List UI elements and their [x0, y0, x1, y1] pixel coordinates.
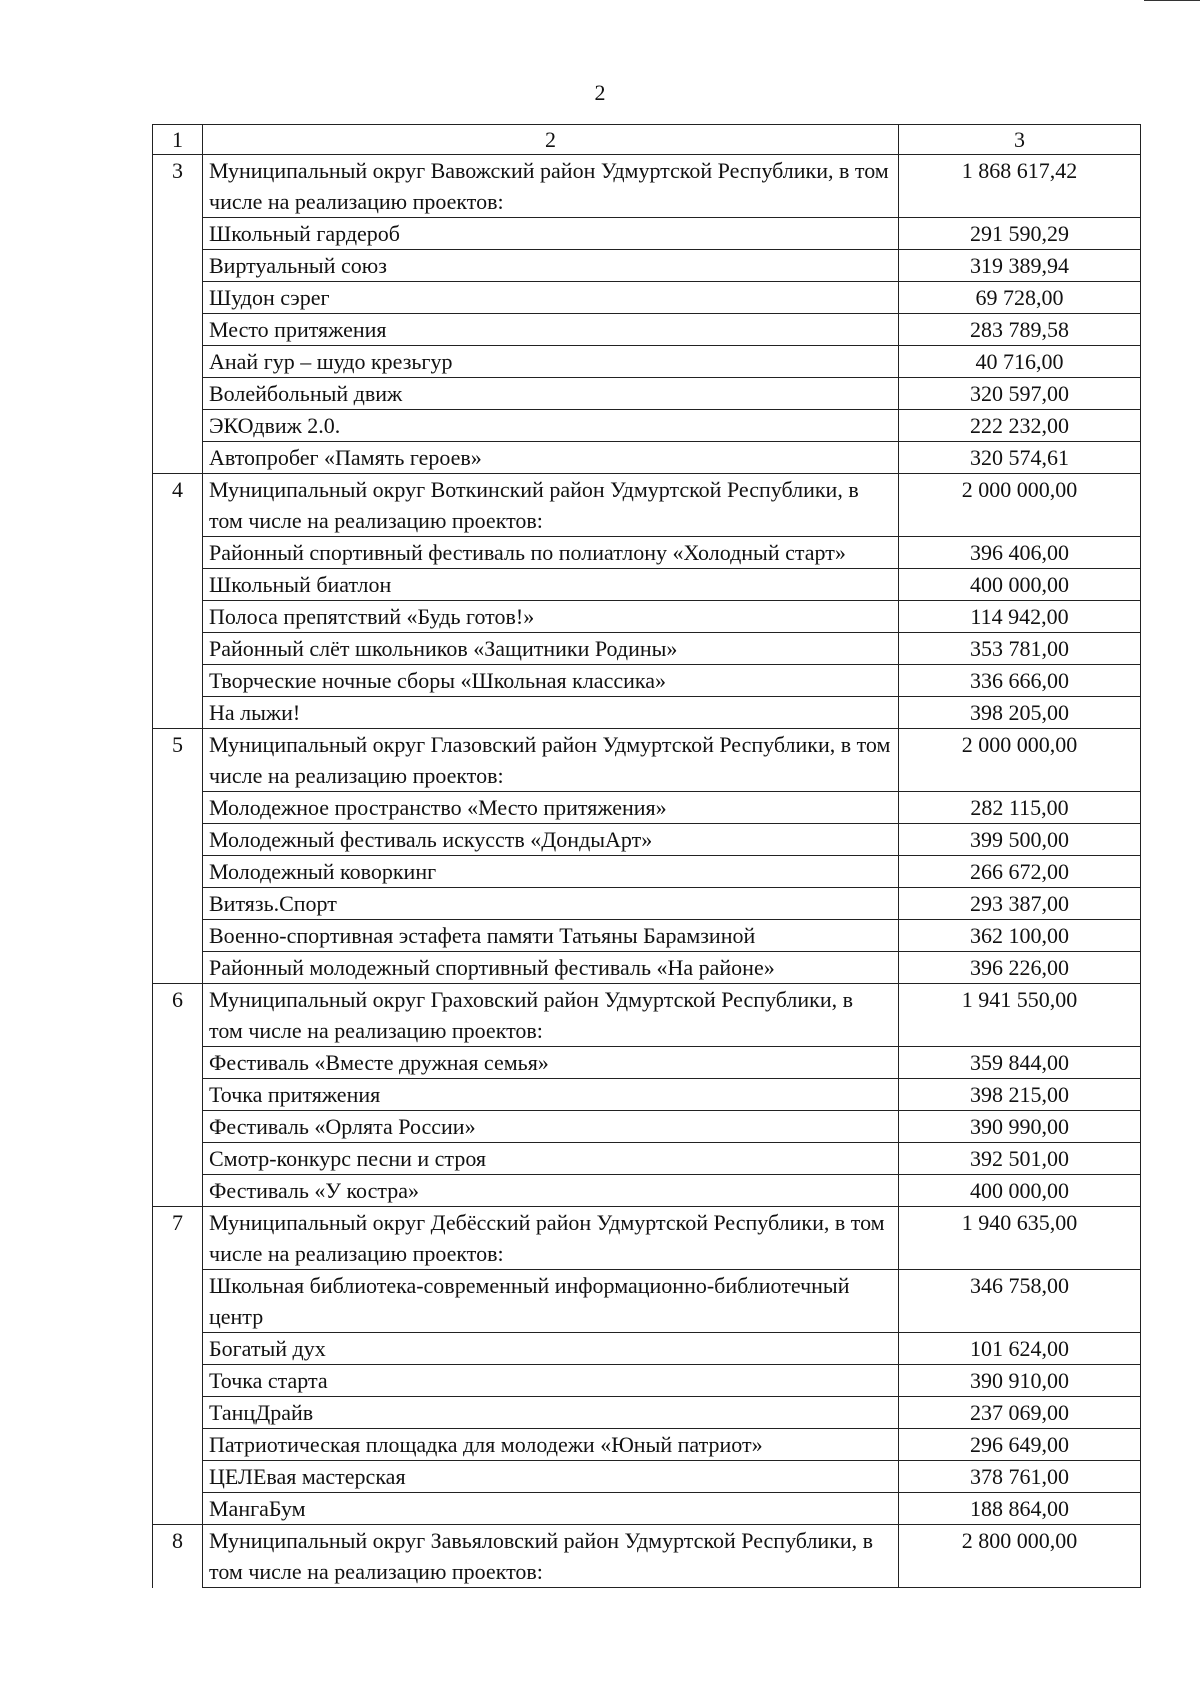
- project-row: [153, 792, 1141, 824]
- page-number: 2: [594, 80, 606, 105]
- project-name: Полоса препятствий «Будь готов!»: [203, 601, 899, 633]
- top-edge-rule: [1144, 0, 1200, 1]
- number-cell-blank: [153, 792, 203, 824]
- number-cell-blank: [153, 1461, 203, 1493]
- district-title: Муниципальный округ Граховский район Удмуртской Республики, в том числе на реализацию проектов:: [203, 984, 899, 1047]
- project-row: [153, 824, 1141, 856]
- project-amount: 319 389,94: [899, 250, 1141, 282]
- district-number: 7: [153, 1207, 203, 1270]
- project-row: [153, 1333, 1141, 1365]
- project-row: [153, 697, 1141, 729]
- project-row: [153, 1079, 1141, 1111]
- district-title: Муниципальный округ Глазовский район Удмуртской Республики, в том числе на реализацию проектов:: [203, 729, 899, 792]
- district-number: 3: [153, 155, 203, 218]
- project-row: [153, 1175, 1141, 1207]
- number-cell-blank: [153, 346, 203, 378]
- project-row: [153, 888, 1141, 920]
- project-row: [153, 569, 1141, 601]
- project-row: [153, 1270, 1141, 1333]
- district-title: Муниципальный округ Воткинский район Удмуртской Республики, в том числе на реализацию проектов:: [203, 474, 899, 537]
- district-row: [153, 1207, 1141, 1270]
- project-name: Фестиваль «Орлята России»: [203, 1111, 899, 1143]
- project-amount: 320 597,00: [899, 378, 1141, 410]
- project-amount: 336 666,00: [899, 665, 1141, 697]
- district-number: 5: [153, 729, 203, 792]
- number-cell-blank: [153, 697, 203, 729]
- project-amount: 237 069,00: [899, 1397, 1141, 1429]
- project-row: [153, 410, 1141, 442]
- number-cell-blank: [153, 1270, 203, 1333]
- district-row: [153, 984, 1141, 1047]
- district-row: [153, 155, 1141, 218]
- project-amount: 114 942,00: [899, 601, 1141, 633]
- number-cell-blank: [153, 856, 203, 888]
- number-cell-blank: [153, 250, 203, 282]
- number-cell-blank: [153, 633, 203, 665]
- project-row: [153, 1047, 1141, 1079]
- project-row: [153, 1429, 1141, 1461]
- project-amount: 398 205,00: [899, 697, 1141, 729]
- project-name: Молодежный фестиваль искусств «ДондыАрт»: [203, 824, 899, 856]
- number-cell-blank: [153, 665, 203, 697]
- number-cell-blank: [153, 1079, 203, 1111]
- project-name: Школьная библиотека-современный информационно-библиотечный центр: [203, 1270, 899, 1333]
- number-cell-blank: [153, 378, 203, 410]
- allocation-table: [152, 124, 1141, 1588]
- project-name: Смотр-конкурс песни и строя: [203, 1143, 899, 1175]
- number-cell-blank: [153, 824, 203, 856]
- project-name: Место притяжения: [203, 314, 899, 346]
- project-name: ЦЕЛЕвая мастерская: [203, 1461, 899, 1493]
- project-amount: 400 000,00: [899, 569, 1141, 601]
- project-row: [153, 1365, 1141, 1397]
- number-cell-blank: [153, 601, 203, 633]
- district-total: 2 000 000,00: [899, 729, 1141, 792]
- project-name: Фестиваль «У костра»: [203, 1175, 899, 1207]
- district-title: Муниципальный округ Дебёсский район Удмуртской Республики, в том числе на реализацию проектов:: [203, 1207, 899, 1270]
- number-cell-blank: [153, 1365, 203, 1397]
- project-amount: 283 789,58: [899, 314, 1141, 346]
- project-amount: 291 590,29: [899, 218, 1141, 250]
- project-row: [153, 1493, 1141, 1525]
- project-amount: 396 226,00: [899, 952, 1141, 984]
- table-header-row: [153, 125, 1141, 155]
- project-row: [153, 952, 1141, 984]
- project-amount: 390 910,00: [899, 1365, 1141, 1397]
- project-amount: 320 574,61: [899, 442, 1141, 474]
- header-col-1: 1: [153, 125, 203, 155]
- project-name: Точка притяжения: [203, 1079, 899, 1111]
- project-name: Волейбольный движ: [203, 378, 899, 410]
- project-name: Анай гур – шудо крезьгур: [203, 346, 899, 378]
- number-cell-blank: [153, 1493, 203, 1525]
- project-row: [153, 537, 1141, 569]
- project-name: Богатый дух: [203, 1333, 899, 1365]
- project-row: [153, 282, 1141, 314]
- project-name: Точка старта: [203, 1365, 899, 1397]
- project-name: Школьный биатлон: [203, 569, 899, 601]
- number-cell-blank: [153, 1111, 203, 1143]
- project-name: ЭКОдвиж 2.0.: [203, 410, 899, 442]
- number-cell-blank: [153, 537, 203, 569]
- district-number: 4: [153, 474, 203, 537]
- project-row: [153, 314, 1141, 346]
- district-row: [153, 1525, 1141, 1588]
- district-total: 1 868 617,42: [899, 155, 1141, 218]
- project-amount: 362 100,00: [899, 920, 1141, 952]
- project-name: Районный молодежный спортивный фестиваль «На районе»: [203, 952, 899, 984]
- allocation-table-body: [153, 125, 1141, 1588]
- number-cell-blank: [153, 1143, 203, 1175]
- project-row: [153, 633, 1141, 665]
- project-name: Фестиваль «Вместе дружная семья»: [203, 1047, 899, 1079]
- project-amount: 40 716,00: [899, 346, 1141, 378]
- project-name: Школьный гардероб: [203, 218, 899, 250]
- project-row: [153, 378, 1141, 410]
- project-amount: 359 844,00: [899, 1047, 1141, 1079]
- project-name: На лыжи!: [203, 697, 899, 729]
- project-amount: 399 500,00: [899, 824, 1141, 856]
- number-cell-blank: [153, 569, 203, 601]
- number-cell-blank: [153, 1175, 203, 1207]
- project-name: Районный слёт школьников «Защитники Родины»: [203, 633, 899, 665]
- project-name: Виртуальный союз: [203, 250, 899, 282]
- project-row: [153, 1397, 1141, 1429]
- project-row: [153, 601, 1141, 633]
- project-amount: 101 624,00: [899, 1333, 1141, 1365]
- district-total: 1 940 635,00: [899, 1207, 1141, 1270]
- number-cell-blank: [153, 314, 203, 346]
- number-cell-blank: [153, 218, 203, 250]
- project-amount: 346 758,00: [899, 1270, 1141, 1333]
- number-cell-blank: [153, 920, 203, 952]
- project-amount: 296 649,00: [899, 1429, 1141, 1461]
- district-number: 8: [153, 1525, 203, 1588]
- project-name: Районный спортивный фестиваль по полиатлону «Холодный старт»: [203, 537, 899, 569]
- project-name: ТанцДрайв: [203, 1397, 899, 1429]
- project-name: Военно-спортивная эстафета памяти Татьяны Барамзиной: [203, 920, 899, 952]
- project-name: Витязь.Спорт: [203, 888, 899, 920]
- project-amount: 222 232,00: [899, 410, 1141, 442]
- project-row: [153, 665, 1141, 697]
- project-row: [153, 346, 1141, 378]
- district-row: [153, 729, 1141, 792]
- header-col-3: 3: [899, 125, 1141, 155]
- project-name: Творческие ночные сборы «Школьная классика»: [203, 665, 899, 697]
- project-amount: 396 406,00: [899, 537, 1141, 569]
- project-amount: 266 672,00: [899, 856, 1141, 888]
- project-name: Патриотическая площадка для молодежи «Юный патриот»: [203, 1429, 899, 1461]
- district-total: 1 941 550,00: [899, 984, 1141, 1047]
- project-amount: 400 000,00: [899, 1175, 1141, 1207]
- header-col-2: 2: [203, 125, 899, 155]
- district-total: 2 800 000,00: [899, 1525, 1141, 1588]
- project-amount: 392 501,00: [899, 1143, 1141, 1175]
- number-cell-blank: [153, 888, 203, 920]
- district-number: 6: [153, 984, 203, 1047]
- district-total: 2 000 000,00: [899, 474, 1141, 537]
- project-amount: 378 761,00: [899, 1461, 1141, 1493]
- number-cell-blank: [153, 1047, 203, 1079]
- district-title: Муниципальный округ Вавожский район Удмуртской Республики, в том числе на реализацию проектов:: [203, 155, 899, 218]
- project-name: Молодежное пространство «Место притяжения»: [203, 792, 899, 824]
- project-amount: 293 387,00: [899, 888, 1141, 920]
- project-row: [153, 856, 1141, 888]
- number-cell-blank: [153, 1429, 203, 1461]
- project-amount: 398 215,00: [899, 1079, 1141, 1111]
- project-name: Шудон сэрег: [203, 282, 899, 314]
- number-cell-blank: [153, 410, 203, 442]
- project-row: [153, 920, 1141, 952]
- district-row: [153, 474, 1141, 537]
- number-cell-blank: [153, 442, 203, 474]
- number-cell-blank: [153, 282, 203, 314]
- project-amount: 353 781,00: [899, 633, 1141, 665]
- project-row: [153, 250, 1141, 282]
- project-name: Молодежный коворкинг: [203, 856, 899, 888]
- district-title: Муниципальный округ Завьяловский район Удмуртской Республики, в том числе на реализацию проектов:: [203, 1525, 899, 1588]
- project-amount: 188 864,00: [899, 1493, 1141, 1525]
- project-amount: 390 990,00: [899, 1111, 1141, 1143]
- project-amount: 282 115,00: [899, 792, 1141, 824]
- project-row: [153, 1111, 1141, 1143]
- project-row: [153, 1461, 1141, 1493]
- number-cell-blank: [153, 1333, 203, 1365]
- project-name: МангаБум: [203, 1493, 899, 1525]
- project-name: Автопробег «Память героев»: [203, 442, 899, 474]
- number-cell-blank: [153, 1397, 203, 1429]
- number-cell-blank: [153, 952, 203, 984]
- project-row: [153, 218, 1141, 250]
- project-amount: 69 728,00: [899, 282, 1141, 314]
- project-row: [153, 442, 1141, 474]
- project-row: [153, 1143, 1141, 1175]
